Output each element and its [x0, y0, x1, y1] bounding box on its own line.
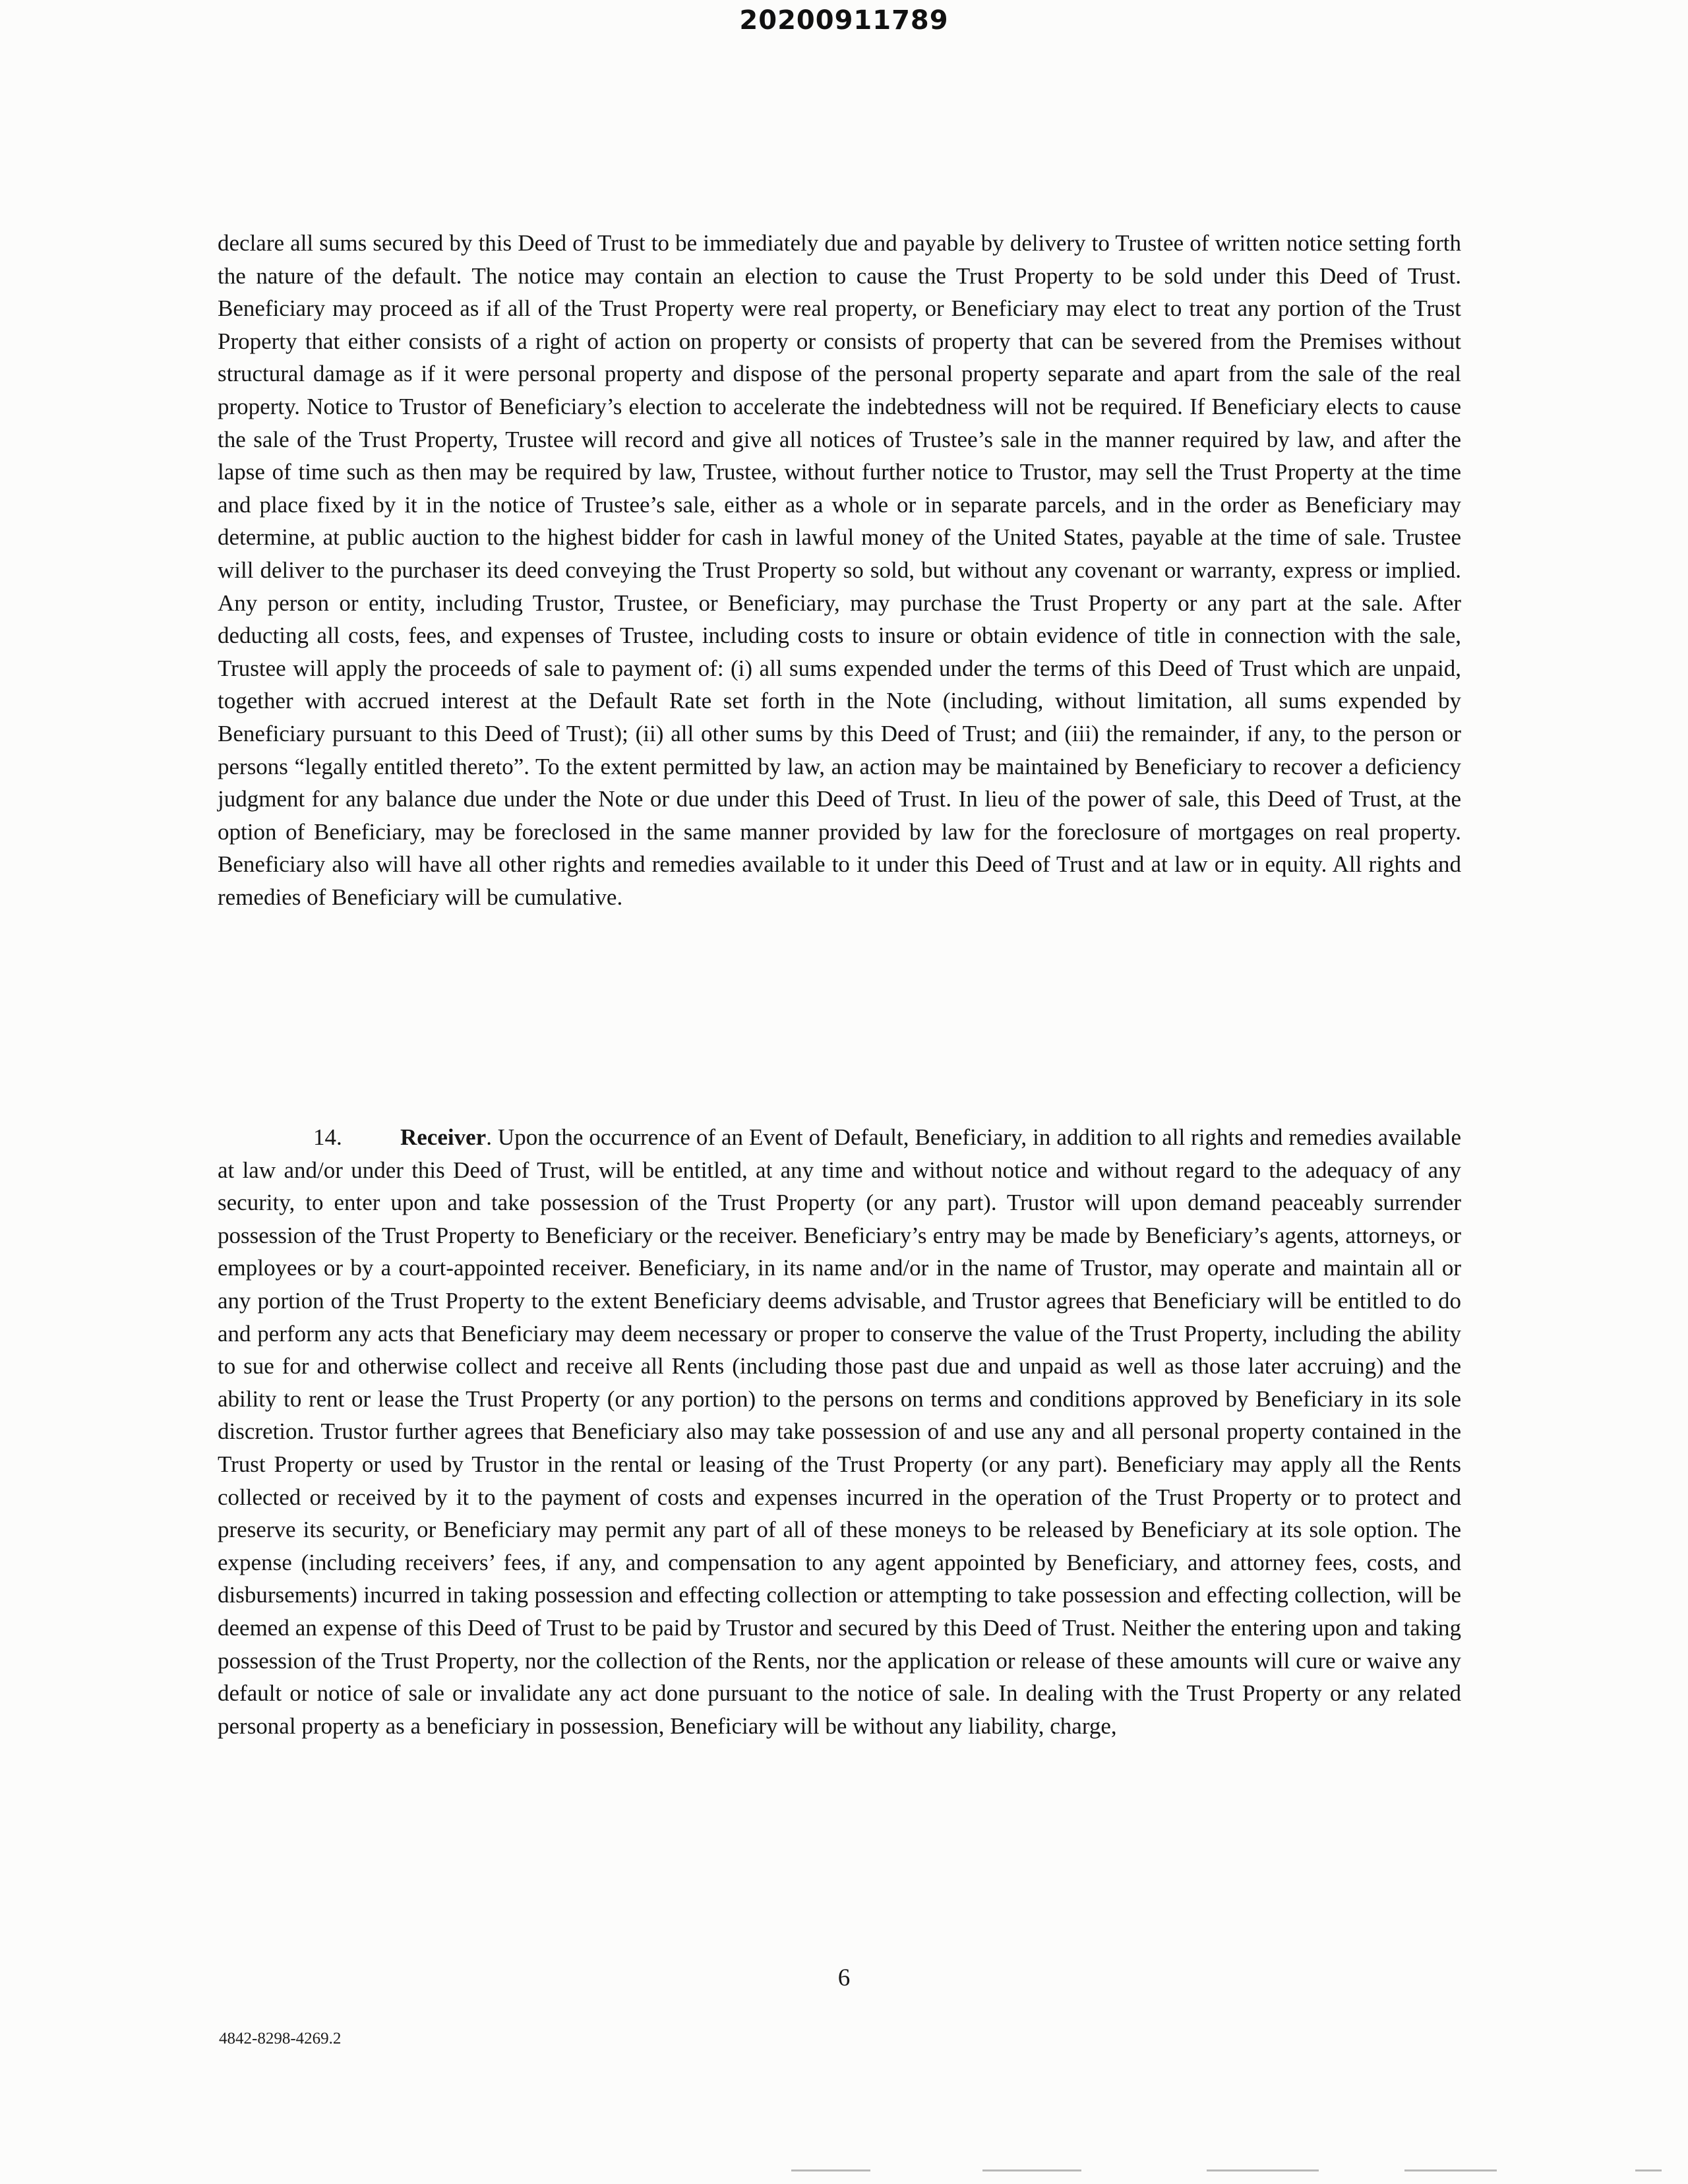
paragraph-text: declare all sums secured by this Deed of Trust to be immediately due and payable by delivery to Trustee of written notice setting forth the nature of the default. The notice may contain an election to cause the Trust Property to be sold under this Deed of Trust. Beneficiary may proceed as if all of the Trust Property were real property, or Beneficiary may elect to treat any portion of the Trust Property that either consists of a right of action on property or consists of property that can be severed from the Premises without structural damage as if it were personal property and dispose of the personal property separate and apart from the sale of the real property. Notice to Trustor of Beneficiary’s election to accelerate the indebtedness will not be required. If Beneficiary elects to cause the sale of the Trust Property, Trustee will record and give all notices of Trustee’s sale in the manner required by law, and after the lapse of time such as then may be required by law, Trustee, without further notice to Trustor, may sell the Trust Property at the time and place fixed by it in the notice of Trustee’s sale, either as a whole or in separate parcels, and in the order as Beneficiary may determine, at public auction to the highest bidder for cash in lawful money of the United States, payable at the time of sale. Trustee will deliver to the purchaser its deed conveying the Trust Property so sold, but without any covenant or warranty, express or implied. Any person or entity, including Trustor, Trustee, or Beneficiary, may purchase the Trust Property or any part at the sale. After deducting all costs, fees, and expenses of Trustee, including costs to insure or obtain evidence of title in connection with the sale, Trustee will apply the proceeds of sale to payment of: (i) all sums expended under the terms of this Deed of Trust which are unpaid, together with accrued interest at the Default Rate set forth in the Note (including, without limitation, all sums expended by Beneficiary pursuant to this Deed of Trust); (ii) all other sums by this Deed of Trust; and (iii) the remainder, if any, to the person or persons “legally entitled thereto”. To the extent permitted by law, an action may be maintained by Beneficiary to recover a deficiency judgment for any balance due under the Note or due under this Deed of Trust. In lieu of the power of sale, this Deed of Trust, at the option of Beneficiary, may be foreclosed in the same manner provided by law for the foreclosure of mortgages on real property. Beneficiary also will have all other rights and remedies available to it under this Deed of Trust and at law or in equity. All rights and remedies of Beneficiary will be cumulative.	[218, 230, 1461, 910]
section-heading: Receiver	[400, 1124, 487, 1150]
paragraph-text: . Upon the occurrence of an Event of Default, Beneficiary, in addition to all rights and remedies available at law and/or under this Deed of Trust, will be entitled, at any time and without notice and without regard to the adequacy of any security, to enter upon and take possession of the Trust Property (or any part). Trustor will upon demand peaceably surrender possession of the Trust Property to Beneficiary or the receiver. Beneficiary’s entry may be made by Beneficiary’s agents, attorneys, or employees or by a court-appointed receiver. Beneficiary, in its name and/or in the name of Trustor, may operate and maintain all or any portion of the Trust Property to the extent Beneficiary deems advisable, and Trustor agrees that Beneficiary will be entitled to do and perform any acts that Beneficiary may deem necessary or proper to conserve the value of the Trust Property, including the ability to sue for and otherwise collect and receive all Rents (including those past due and unpaid as well as those later accruing) and the ability to rent or lease the Trust Property (or any portion) to the persons on terms and conditions approved by Beneficiary in its sole discretion. Trustor further agrees that Beneficiary also may take possession of and use any and all personal property contained in the Trust Property or used by Trustor in the rental or leasing of the Trust Property (or any part). Beneficiary may apply all the Rents collected or received by it to the payment of costs and expenses incurred in the operation of the Trust Property or to protect and preserve its security, or Beneficiary may permit any part of all of these moneys to be released by Beneficiary at its sole option. The expense (including receivers’ fees, if any, and compensation to any agent appointed by Beneficiary, and attorney fees, costs, and disbursements) incurred in taking possession and effecting collection or attempting to take possession and effecting collection, will be deemed an expense of this Deed of Trust to be paid by Trustor and secured by this Deed of Trust. Neither the entering upon and taking possession of the Trust Property, nor the collection of the Rents, nor the application or release of these amounts will cure or waive any default or notice of sale or invalidate any act done pursuant to the notice of sale. In dealing with the Trust Property or any related personal property as a beneficiary in possession, Beneficiary will be without any liability, charge,	[218, 1124, 1461, 1739]
page-number: 6	[837, 1964, 851, 1991]
scan-artifact	[1207, 2169, 1319, 2171]
paragraph-continued	[218, 227, 1461, 913]
scan-artifact	[791, 2169, 870, 2171]
scan-artifact	[1404, 2169, 1497, 2171]
document-id: 4842-8298-4269.2	[219, 2030, 342, 2048]
paragraph-receiver	[218, 1121, 1461, 1742]
recording-number: 20200911789	[739, 5, 949, 36]
scan-artifact	[1635, 2169, 1662, 2171]
section-number: 14.	[313, 1124, 342, 1150]
scan-artifact	[982, 2169, 1081, 2171]
